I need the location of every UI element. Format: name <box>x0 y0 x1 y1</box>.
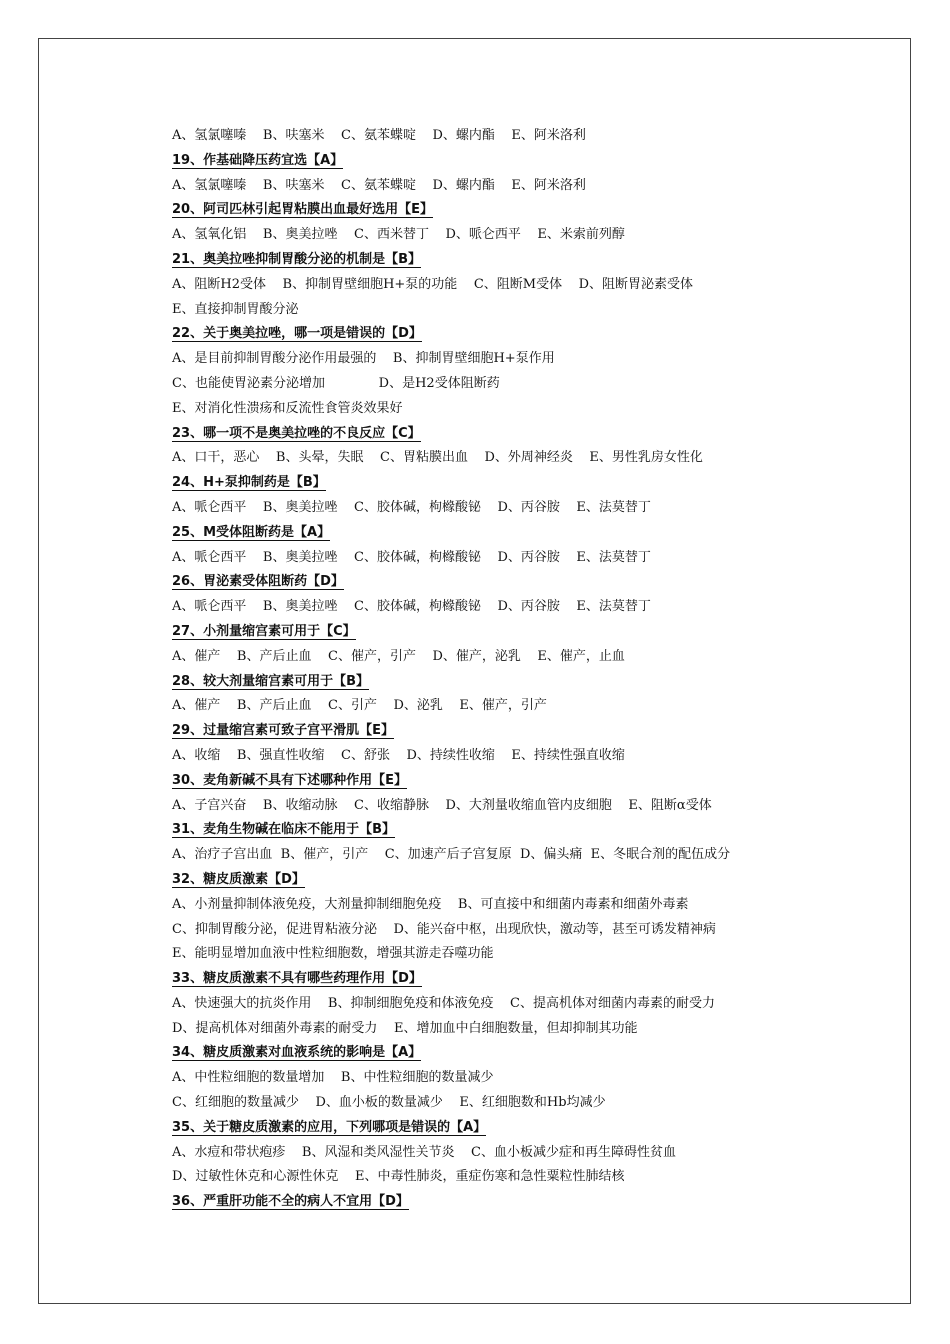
options-text: A、氢氧化铝 B、奥美拉唑 C、西米替丁 D、哌仑西平 E、米索前列醇 <box>172 227 625 243</box>
question-stem <box>172 818 872 843</box>
question-text: 34、糖皮质激素对血液系统的影响是【A】 <box>172 1045 422 1061</box>
question-text: 23、哪一项不是奥美拉唑的不良反应【C】 <box>172 425 421 441</box>
answer-options <box>172 446 872 471</box>
question-list <box>172 124 872 1215</box>
question-text: 22、关于奥美拉唑，哪一项是错误的【D】 <box>172 326 422 342</box>
question-stem <box>172 570 872 595</box>
question-text: 30、麦角新碱不具有下述哪种作用【E】 <box>172 772 407 788</box>
question-text: 25、M受体阻断药是【A】 <box>172 524 331 540</box>
question-text: 35、关于糖皮质激素的应用，下列哪项是错误的【A】 <box>172 1119 487 1135</box>
question-text: 33、糖皮质激素不具有哪些药理作用【D】 <box>172 971 422 987</box>
options-text: E、对消化性溃疡和反流性食管炎效果好 <box>172 400 403 416</box>
options-text: A、水痘和带状疱疹 B、风湿和类风湿性关节炎 C、血小板减少症和再生障碍性贫血 <box>172 1144 676 1160</box>
options-text: A、氢氯噻嗪 B、呋塞米 C、氨苯蝶啶 D、螺内酯 E、阿米洛利 <box>172 128 586 143</box>
answer-options <box>172 397 872 422</box>
question-text: 21、奥美拉唑抑制胃酸分泌的机制是【B】 <box>172 251 421 267</box>
answer-options <box>172 843 872 868</box>
question-stem <box>172 719 872 744</box>
answer-options <box>172 298 872 323</box>
answer-options <box>172 1165 872 1190</box>
answer-options <box>172 645 872 670</box>
question-text: 29、过量缩宫素可致子宫平滑肌【E】 <box>172 723 394 739</box>
question-stem <box>172 620 872 645</box>
question-text: 27、小剂量缩宫素可用于【C】 <box>172 623 356 639</box>
question-text: 20、阿司匹林引起胃粘膜出血最好选用【E】 <box>172 202 433 218</box>
question-text: 19、作基础降压药宜选【A】 <box>172 152 344 168</box>
question-stem <box>172 521 872 546</box>
answer-options <box>172 1091 872 1116</box>
options-text: A、快速强大的抗炎作用 B、抑制细胞免疫和体液免疫 C、提高机体对细菌内毒素的耐受力 <box>172 995 715 1011</box>
options-text: E、能明显增加血液中性粒细胞数，增强其游走吞噬功能 <box>172 946 494 962</box>
options-text: A、是目前抑制胃酸分泌作用最强的 B、抑制胃壁细胞H+泵作用 <box>172 351 555 367</box>
answer-options <box>172 694 872 719</box>
question-stem <box>172 967 872 992</box>
question-stem <box>172 422 872 447</box>
options-text: A、催产 B、产后止血 C、引产 D、泌乳 E、催产，引产 <box>172 698 547 714</box>
options-text: A、氢氯噻嗪 B、呋塞米 C、氨苯蝶啶 D、螺内酯 E、阿米洛利 <box>172 177 586 193</box>
options-text: A、小剂量抑制体液免疫，大剂量抑制细胞免疫 B、可直接中和细菌内毒素和细菌外毒素 <box>172 896 689 912</box>
options-text: A、催产 B、产后止血 C、催产，引产 D、催产，泌乳 E、催产，止血 <box>172 648 625 664</box>
question-stem <box>172 1190 872 1215</box>
question-stem <box>172 769 872 794</box>
options-text: D、过敏性休克和心源性休克 E、中毒性肺炎，重症伤寒和急性粟粒性肺结核 <box>172 1169 625 1185</box>
question-text: 28、较大剂量缩宫素可用于【B】 <box>172 673 369 689</box>
answer-options <box>172 1017 872 1042</box>
options-text: A、子宫兴奋 B、收缩动脉 C、收缩静脉 D、大剂量收缩血管内皮细胞 E、阻断α受体 <box>172 797 712 813</box>
answer-options <box>172 794 872 819</box>
question-text: 24、H+泵抑制药是【B】 <box>172 475 326 491</box>
question-stem <box>172 198 872 223</box>
answer-options <box>172 223 872 248</box>
answer-options <box>172 744 872 769</box>
question-stem <box>172 868 872 893</box>
options-text: A、哌仑西平 B、奥美拉唑 C、胶体碱，枸橼酸铋 D、丙谷胺 E、法莫替丁 <box>172 499 651 515</box>
options-text: A、中性粒细胞的数量增加 B、中性粒细胞的数量减少 <box>172 1070 494 1086</box>
options-text: D、提高机体对细菌外毒素的耐受力 E、增加血中白细胞数量，但却抑制其功能 <box>172 1020 638 1036</box>
options-text: E、直接抑制胃酸分泌 <box>172 301 299 317</box>
options-text: C、抑制胃酸分泌，促进胃粘液分泌 D、能兴奋中枢，出现欣快，激动等，甚至可诱发精神病 <box>172 921 716 937</box>
options-text: A、阻断H2受体 B、抑制胃壁细胞H+泵的功能 C、阻断M受体 D、阻断胃泌素受体 <box>172 276 694 292</box>
answer-options <box>172 546 872 571</box>
question-stem <box>172 248 872 273</box>
question-stem <box>172 471 872 496</box>
options-text: C、也能使胃泌素分泌增加 D、是H2受体阻断药 <box>172 375 500 391</box>
answer-options <box>172 942 872 967</box>
answer-options <box>172 1141 872 1166</box>
answer-options <box>172 893 872 918</box>
question-stem <box>172 322 872 347</box>
question-stem <box>172 670 872 695</box>
options-text: A、治疗子宫出血 B、催产，引产 C、加速产后子宫复原 D、偏头痛 E、冬眠合剂的配伍成分 <box>172 847 731 863</box>
options-text: A、哌仑西平 B、奥美拉唑 C、胶体碱，枸橼酸铋 D、丙谷胺 E、法莫替丁 <box>172 549 651 565</box>
answer-options <box>172 273 872 298</box>
answer-options <box>172 347 872 372</box>
question-text: 26、胃泌素受体阻断药【D】 <box>172 574 344 590</box>
options-text: A、收缩 B、强直性收缩 C、舒张 D、持续性收缩 E、持续性强直收缩 <box>172 747 625 763</box>
question-stem <box>172 1041 872 1066</box>
answer-options <box>172 595 872 620</box>
answer-options <box>172 372 872 397</box>
question-stem <box>172 149 872 174</box>
question-text: 36、严重肝功能不全的病人不宜用【D】 <box>172 1194 409 1210</box>
answer-options <box>172 174 872 199</box>
answer-options <box>172 124 872 149</box>
answer-options <box>172 992 872 1017</box>
answer-options <box>172 918 872 943</box>
question-text: 31、麦角生物碱在临床不能用于【B】 <box>172 822 395 838</box>
options-text: C、红细胞的数量减少 D、血小板的数量减少 E、红细胞数和Hb均减少 <box>172 1095 606 1111</box>
answer-options <box>172 1066 872 1091</box>
question-stem <box>172 1116 872 1141</box>
options-text: A、哌仑西平 B、奥美拉唑 C、胶体碱，枸橼酸铋 D、丙谷胺 E、法莫替丁 <box>172 599 651 615</box>
options-text: A、口干，恶心 B、头晕，失眠 C、胃粘膜出血 D、外周神经炎 E、男性乳房女性化 <box>172 450 703 466</box>
answer-options <box>172 496 872 521</box>
question-text: 32、糖皮质激素【D】 <box>172 871 305 887</box>
